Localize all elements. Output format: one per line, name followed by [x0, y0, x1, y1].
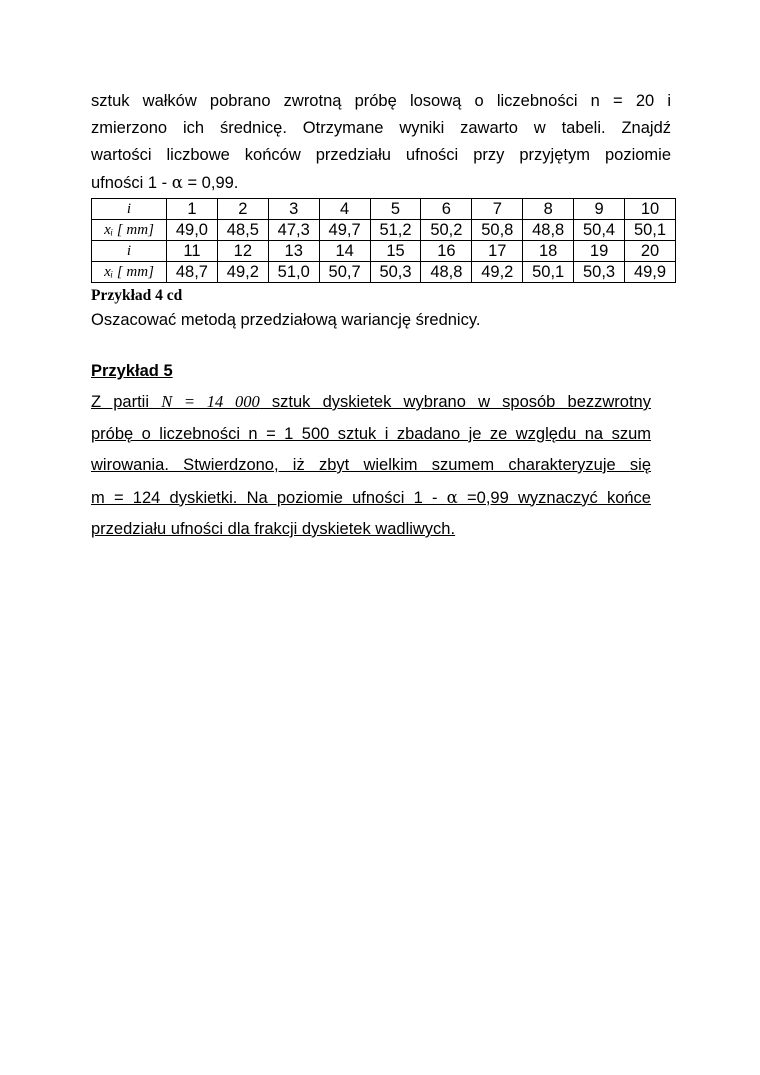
document-page — [91, 88, 671, 546]
intro-line: wartości liczbowe końców przedziału ufności przy przyjętym poziomie — [91, 146, 671, 164]
value-cell: 49,0 — [167, 220, 218, 241]
example5-line: próbę o liczebności n = 1 500 sztuk i zbadano je ze względu na szum — [91, 424, 651, 443]
index-cell: 3 — [268, 199, 319, 220]
index-header-cell: i — [92, 241, 167, 262]
value-cell: 49,7 — [319, 220, 370, 241]
example5-title: Przykład 5 — [91, 362, 173, 380]
value-header-cell: xᵢ [ mm] — [92, 220, 167, 241]
example5-text: m = 124 dyskietki. Na poziomie ufności 1 - — [91, 488, 447, 507]
index-cell: 12 — [217, 241, 268, 262]
value-row — [92, 262, 676, 283]
intro-paragraph — [91, 88, 671, 197]
measurement-table — [91, 198, 676, 283]
example4-text: Oszacować metodą przedziałową wariancję średnicy. — [91, 311, 481, 329]
value-cell: 50,3 — [370, 262, 421, 283]
value-cell: 50,2 — [421, 220, 472, 241]
intro-text: ufności 1 - — [91, 174, 172, 192]
population-size: N = 14 000 — [161, 392, 260, 411]
intro-line — [91, 169, 671, 197]
example5-line — [91, 482, 651, 515]
value-cell: 47,3 — [268, 220, 319, 241]
value-cell: 49,9 — [625, 262, 676, 283]
index-row — [92, 199, 676, 220]
value-cell: 48,8 — [523, 220, 574, 241]
example5-line: przedziału ufności dla frakcji dyskietek wadliwych. — [91, 520, 456, 538]
example5-text: Z partii — [91, 393, 162, 411]
alpha-symbol: α — [446, 487, 458, 507]
index-cell: 8 — [523, 199, 574, 220]
index-cell: 11 — [167, 241, 218, 262]
index-cell: 20 — [625, 241, 676, 262]
value-row — [92, 220, 676, 241]
value-cell: 51,0 — [268, 262, 319, 283]
example5-paragraph — [91, 386, 651, 546]
index-cell: 19 — [574, 241, 625, 262]
value-cell: 48,8 — [421, 262, 472, 283]
index-cell: 10 — [625, 199, 676, 220]
value-header-cell: xᵢ [ mm] — [92, 262, 167, 283]
value-cell: 48,7 — [167, 262, 218, 283]
index-cell: 9 — [574, 199, 625, 220]
index-cell: 17 — [472, 241, 523, 262]
intro-line: sztuk wałków pobrano zwrotną próbę losową o liczebności n = 20 i — [91, 92, 671, 110]
index-cell: 14 — [319, 241, 370, 262]
example4-title: Przykład 4 cd — [91, 287, 183, 304]
index-cell: 1 — [167, 199, 218, 220]
value-cell: 51,2 — [370, 220, 421, 241]
value-cell: 50,8 — [472, 220, 523, 241]
value-cell: 50,3 — [574, 262, 625, 283]
intro-line: zmierzono ich średnicę. Otrzymane wyniki zawarto w tabeli. Znajdź — [91, 119, 671, 137]
index-cell: 4 — [319, 199, 370, 220]
intro-text: = 0,99. — [182, 174, 239, 192]
index-cell: 15 — [370, 241, 421, 262]
example5-line — [91, 386, 651, 419]
value-cell: 48,5 — [217, 220, 268, 241]
index-cell: 16 — [421, 241, 472, 262]
value-cell: 50,7 — [319, 262, 370, 283]
example5-line: wirowania. Stwierdzono, iż zbyt wielkim szumem charakteryzuje się — [91, 456, 651, 474]
value-cell: 50,4 — [574, 220, 625, 241]
value-cell: 50,1 — [625, 220, 676, 241]
index-cell: 2 — [217, 199, 268, 220]
value-cell: 49,2 — [472, 262, 523, 283]
index-cell: 5 — [370, 199, 421, 220]
index-cell: 18 — [523, 241, 574, 262]
alpha-symbol: α — [171, 173, 183, 192]
example5-text: =0,99 wyznaczyć końce — [457, 488, 651, 507]
index-cell: 7 — [472, 199, 523, 220]
index-row — [92, 241, 676, 262]
value-cell: 50,1 — [523, 262, 574, 283]
index-cell: 6 — [421, 199, 472, 220]
value-cell: 49,2 — [217, 262, 268, 283]
example5-text: sztuk dyskietek wybrano w sposób bezzwrotny — [259, 393, 651, 411]
index-header-cell: i — [92, 199, 167, 220]
index-cell: 13 — [268, 241, 319, 262]
